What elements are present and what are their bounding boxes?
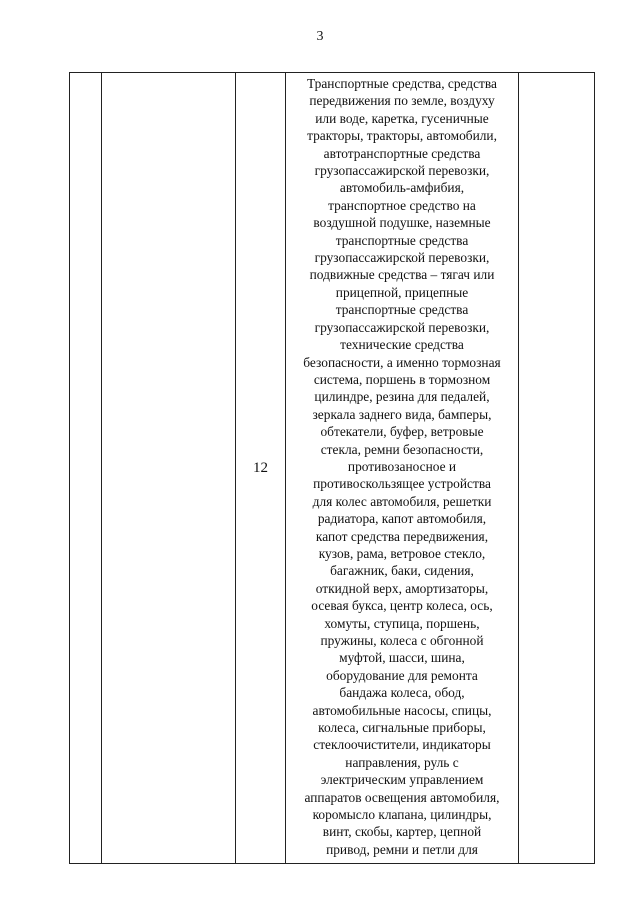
empty-cell-2 [102, 73, 236, 864]
description-line: винт, скобы, картер, цепной [322, 824, 482, 840]
description-line: кузов, рама, ветровое стекло, [318, 545, 486, 561]
description-line: аппаратов освещения автомобиля, [304, 789, 500, 805]
description-line: осевая букса, центр колеса, ось, [311, 598, 493, 614]
description-line: Транспортные средства, средства [306, 76, 497, 91]
description-line: электрическим управлением [320, 772, 484, 788]
goods-description-cell [286, 73, 519, 864]
description-line: тракторы, тракторы, автомобили, [307, 128, 497, 144]
description-line: цилиндре, резина для педалей, [314, 389, 490, 405]
description-line: оборудование для ремонта [326, 667, 478, 683]
description-line: стеклоочистители, индикаторы [313, 737, 491, 753]
description-line: направления, руль с [345, 754, 459, 770]
description-line: автотранспортные средства [323, 145, 481, 161]
description-line: транспортные средства [335, 302, 469, 318]
description-line: обтекатели, буфер, ветровые [320, 424, 484, 440]
description-line: зеркала заднего вида, бамперы, [312, 406, 492, 422]
description-line: передвижения по земле, воздуху [309, 93, 495, 109]
description-line: или воде, каретка, гусеничные [315, 110, 489, 126]
description-line: багажник, баки, сидения, [330, 563, 474, 579]
empty-cell-1 [70, 73, 102, 864]
description-line: бандажа колеса, обод, [339, 685, 465, 701]
description-line: воздушной подушке, наземные [313, 215, 491, 231]
description-line: автомобиль-амфибия, [339, 180, 465, 196]
description-line: коромысло клапана, цилиндры, [312, 807, 492, 823]
goods-classification-table [69, 72, 595, 864]
description-line: муфтой, шасси, шина, [339, 650, 465, 666]
description-line: откидной верх, амортизаторы, [315, 580, 489, 596]
description-line: система, поршень в тормозном [313, 371, 491, 387]
class-number-cell: 12 [236, 73, 286, 864]
description-line: привод, ремни и петли для [326, 841, 478, 857]
description-line: транспортное средство на [328, 197, 476, 213]
goods-description-text [286, 75, 518, 858]
table-row [70, 73, 595, 864]
description-line: прицепной, прицепные [335, 284, 469, 300]
description-line: транспортные средства [335, 232, 469, 248]
description-line: пружины, колеса с обгонной [320, 633, 484, 648]
description-line: грузопассажирской перевозки, [314, 250, 490, 266]
description-line: колеса, сигнальные приборы, [318, 720, 486, 736]
description-line: подвижные средства – тягач или [309, 267, 495, 283]
description-line: стекла, ремни безопасности, [320, 441, 484, 457]
description-line: грузопассажирской перевозки, [314, 319, 490, 335]
description-line: грузопассажирской перевозки, [314, 163, 490, 179]
description-line: для колес автомобиля, решетки [312, 493, 492, 509]
description-line: технические средства [340, 337, 464, 353]
description-line: безопасности, а именно тормозная [303, 354, 501, 370]
description-line: противоскользящее устройства [313, 476, 491, 492]
description-line: радиатора, капот автомобиля, [317, 511, 487, 527]
description-line: автомобильные насосы, спицы, [312, 702, 492, 718]
description-line: капот средства передвижения, [315, 528, 489, 544]
description-line: противозаносное и [347, 458, 457, 474]
page-number: 3 [316, 29, 324, 44]
empty-cell-5 [519, 73, 595, 864]
description-line: хомуты, ступица, поршень, [324, 615, 480, 631]
